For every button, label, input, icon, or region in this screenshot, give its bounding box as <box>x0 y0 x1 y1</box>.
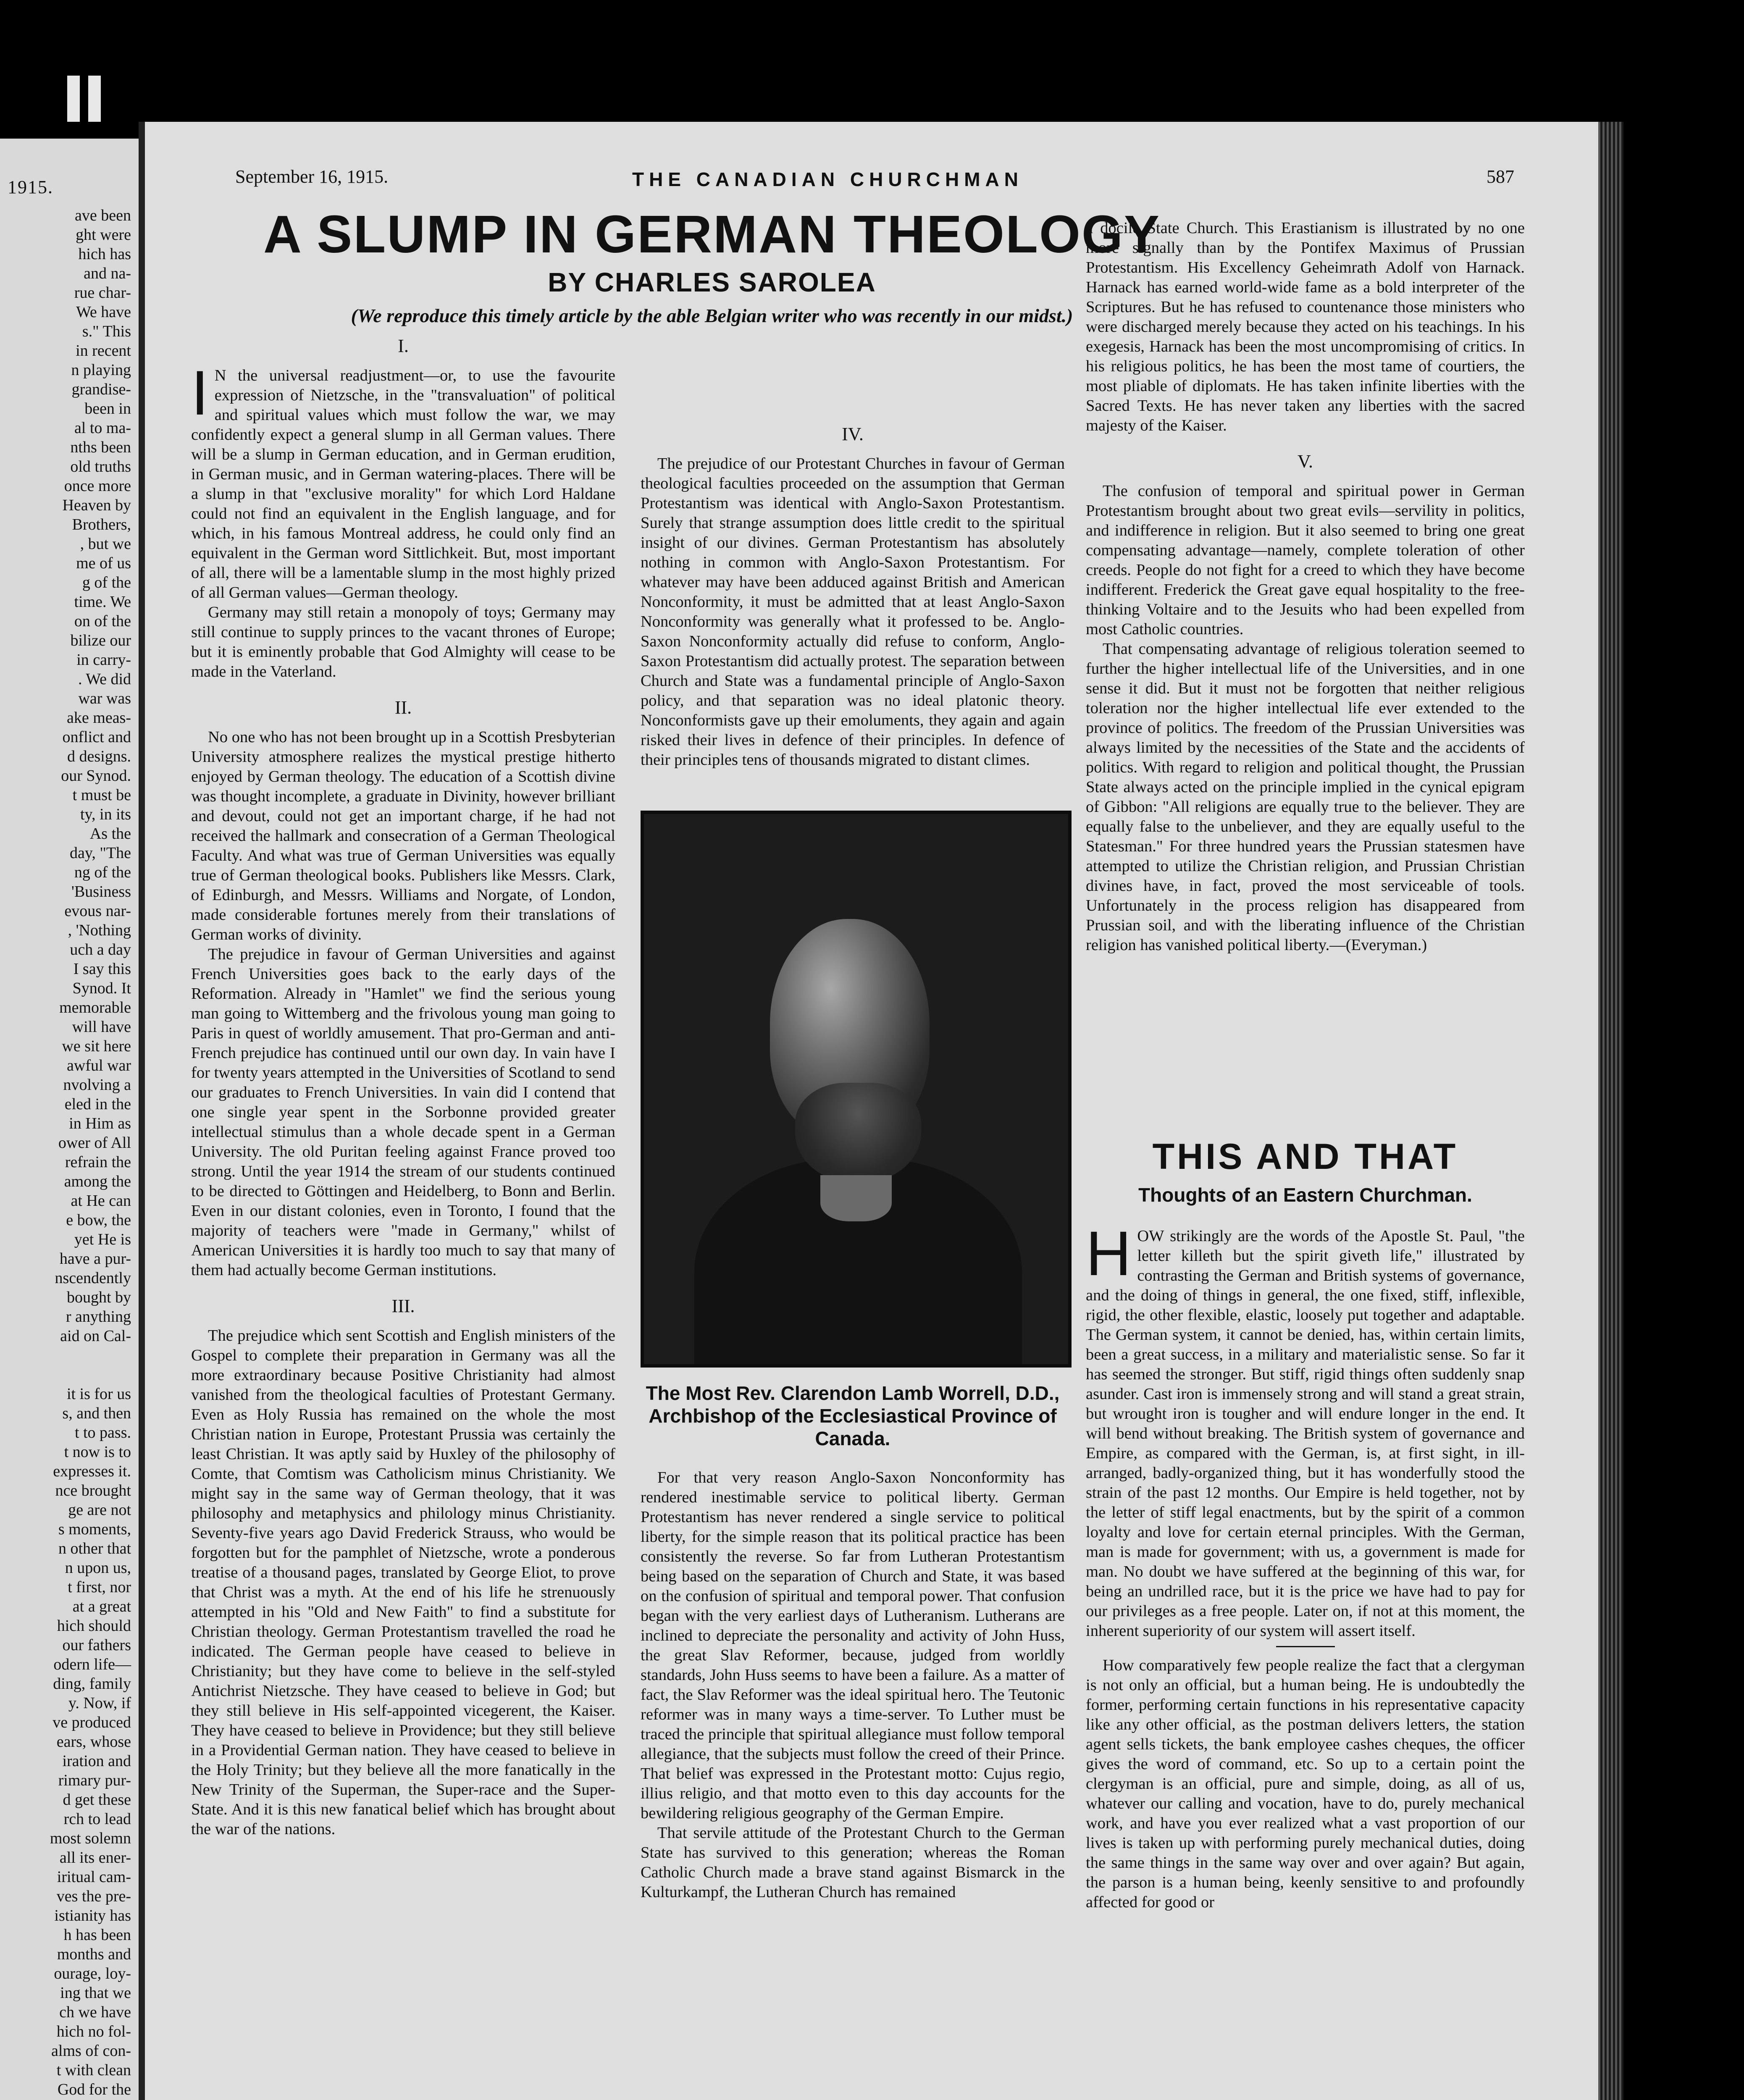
article-intro: (We reproduce this timely article by the able Belgian writer who was recently in our midst.) <box>351 305 1073 326</box>
left-page-line: ght were <box>76 226 131 244</box>
left-page-line: in Him as <box>69 1115 131 1132</box>
article-column-2 <box>641 340 1065 770</box>
left-page-line: n playing <box>71 361 131 379</box>
left-page-line: odern life— <box>53 1656 131 1673</box>
film-mark <box>67 76 80 122</box>
left-page-line: expresses it. <box>53 1462 131 1480</box>
left-page-line: nscendently <box>55 1269 131 1287</box>
left-page-line: y. Now, if <box>68 1694 131 1712</box>
left-page-line: As the <box>89 825 131 843</box>
left-page-line: on of the <box>74 612 131 630</box>
left-page-year: 1915. <box>8 177 53 197</box>
left-page-line: h has been <box>63 1926 131 1944</box>
left-page-line: hich should <box>57 1617 131 1635</box>
left-page-line: ve produced <box>53 1714 131 1731</box>
left-page-fragment <box>0 139 139 2100</box>
left-page-line: Brothers, <box>72 516 131 533</box>
left-page-line: day, "The <box>70 844 131 862</box>
left-page-line: Heaven by <box>62 496 131 514</box>
photo-caption: The Most Rev. Clarendon Lamb Worrell, D.D., Archbishop of the Ecclesiastical Province of Canada. <box>646 1382 1060 1449</box>
left-page-line: nvolving a <box>63 1076 131 1094</box>
left-page-line: rch to lead <box>63 1810 131 1828</box>
portrait-photo <box>641 811 1072 1368</box>
newspaper-page <box>145 122 1598 2100</box>
left-page-line: all its ener- <box>59 1849 131 1866</box>
left-page-line: rimary pur- <box>58 1772 131 1789</box>
paragraph: The prejudice in favour of German Universities and against French Universities goes back to the early days of the Reformation. Already in "Hamlet" we find the serious young man going to Wittemberg and the frivolous young man going to Paris in quest of worldly amusement. That pro-German and anti-French prejudice has continued until our own day. In vain have I for twenty years attempted in the Universities of Scotland to send our graduates to French Universities. In vain did I contend that one single year spent in the Sorbonne provided greater intellectual stimulus than a whole decade spent in a German University. The old Puritan feeling against France proved too strong. Until the year 1914 the stream of our students continued to be directed to Göttingen and Heidelberg, to Bonn and Berlin. Even in our distant colonies, even in Toronto, I found that the majority of teachers were "made in Germany," whilst of American Universities it is hardly too much to say that many of them had actually become German institutions. <box>191 945 615 1279</box>
left-page-line: been in <box>84 400 131 417</box>
drop-cap: I <box>191 357 209 428</box>
left-page-line: s moments, <box>58 1520 131 1538</box>
left-page-line: 'Business <box>71 883 131 900</box>
column-subtitle: Thoughts of an Eastern Churchman. <box>1138 1184 1472 1206</box>
left-page-line: yet He is <box>74 1231 131 1248</box>
left-page-line: al to ma- <box>74 419 131 437</box>
left-page-line: awful war <box>67 1057 131 1074</box>
left-page-line: our Synod. <box>61 767 131 785</box>
left-page-line: hich has <box>78 245 131 263</box>
left-page-line: nths been <box>70 438 131 456</box>
left-page-line: e bow, the <box>66 1211 131 1229</box>
left-page-line: alms of con- <box>51 2042 131 2060</box>
paragraph: How comparatively few people realize the fact that a clergyman is not only an official, but a human being. He is undoubtedly the former, performing certain functions in his representative capacity like any other official, as the postman delivers letters, the station agent sells tickets, the bank employee cashes cheques, the officer gives the word of command, etc. So up to a certain point the clergyman is an official, pure and simple, doing, as all of us, whatever our calling and vocation, have to do, purely mechanical work, and have you ever realized what a vast proportion of our lives is taken up with performing purely mechanical duties, doing the same things in the same way over and over again? But again, the parson is a human being, keenly sensitive to and profoundly affected for good or <box>1086 1656 1525 1911</box>
column-title: THIS AND THAT <box>1152 1137 1458 1177</box>
left-page-line: ch we have <box>59 2003 131 2021</box>
left-page-line: old truths <box>70 458 131 475</box>
left-page-line: ding, family <box>53 1675 131 1693</box>
left-page-line: n upon us, <box>65 1559 131 1577</box>
section-heading: IV. <box>842 424 864 444</box>
left-page-line: s, and then <box>62 1404 131 1422</box>
left-page-line: , 'Nothing <box>68 921 131 939</box>
left-page-line: bought by <box>66 1289 131 1306</box>
article-column-1 <box>191 336 615 1839</box>
paragraph: That servile attitude of the Protestant Church to the German State has survived to this generation; whereas the Roman Catholic Church made a brave stand against Bismarck in the Kulturkampf, the Lutheran Church has remained <box>641 1824 1065 1901</box>
left-page-line: will have <box>72 1018 131 1036</box>
section-heading: II. <box>394 697 412 718</box>
section-heading: V. <box>1297 451 1313 472</box>
left-page-line: God for the <box>57 2081 131 2098</box>
left-page-line: r anything <box>66 1308 131 1326</box>
paragraph: The confusion of temporal and spiritual power in German Protestantism brought about two great evils—servility in politics, and indifference in religion. But it also seemed to bring one great compensating advantage—namely, complete toleration of other creeds. People do not fight for a creed to which they have become indifferent. Frederick the Great gave equal hospitality to the free-thinking Voltaire and to the Jesuits who had been expelled from most Catholic countries. <box>1086 482 1525 638</box>
paragraph: OW strikingly are the words of the Apostle St. Paul, "the letter killeth but the spirit giveth life," illustrated by contrasting the German and British systems of governance, and the doing of things in general, the one fixed, stiff, inflexible, rigid, the other flexible, elastic, loosely put together and adaptable. The German system, it cannot be denied, has, within certain limits, been a great success, in a military and materialistic sense. So far it has seemed the stronger. But stiff, rigid things often suddenly snap asunder. Cast iron is immensely strong and will stand a great strain, but wrought iron is tougher and will endure longer in the end. It will bend without breaking. The British system of governance and Empire, as compared with the German, is, at first sight, in ill-arranged, badly-organized thing, but it has wonderfully stood the strain of the past 12 months. Our Empire is held together, not by the letter of stiff legal enactments, but by the spirit of a common loyalty and love for certain eternal principles. With the German, man is made for government; with us, a government is made for man. No doubt we have suffered at the beginning of this war, for being an undrilled race, but it is the price we have had to pay for our privileges as a free people. Later on, if not at this moment, the inherent superiority of our system will assert itself. <box>1086 1227 1525 1640</box>
left-page-line: hich no fol- <box>56 2023 131 2040</box>
left-page-line: in recent <box>76 342 131 360</box>
left-page-line: ake meas- <box>67 709 131 727</box>
left-page-line: ourage, loy- <box>54 1965 131 1982</box>
page-number: 587 <box>1487 166 1514 187</box>
paragraph: The prejudice of our Protestant Churches in favour of German theological faculties proceeded on the assumption that German Protestantism was identical with Anglo-Saxon Protestantism. Surely that strange assumption does little credit to the spiritual insight of our divines. German Protestantism has absolutely nothing in common with Anglo-Saxon Protestantism. For whatever may have been adduced against British and American Nonconformity, it must be admitted that at least Anglo-Saxon Nonconformity was generally what it professed to be. Anglo-Saxon Nonconformity actually did refuse to conform, Anglo-Saxon Protestantism did actually protest. The separation between Church and State was a fundamental principle of Anglo-Saxon policy, and that separation was no ideal platonic theory. Nonconformists gave up their emoluments, they again and again risked their lives in defence of their principles. In defence of their principles tens of thousands migrated to distant climes. <box>641 455 1065 769</box>
left-page-line: our fathers <box>62 1636 131 1654</box>
article-title: A SLUMP IN GERMAN THEOLOGY <box>263 205 1161 264</box>
left-page-line: iritual cam- <box>57 1868 131 1886</box>
left-page-line: evous nar- <box>64 902 131 920</box>
left-page-line: onflict and <box>62 728 131 746</box>
paragraph: For that very reason Anglo-Saxon Nonconformity has rendered inestimable service to political liberty. German Protestantism has never rendered a single service to political liberty, for the simple reason that its political practice has been consistently the reverse. So far from Lutheran Protestantism being based on the separation of Church and State, it was based on the confusion of spiritual and temporal power. That confusion began with the very earliest days of Lutheranism. Lutherans are inclined to depreciate the personality and activity of John Huss, the great Slav Reformer, because, judged from worldly standards, John Huss seems to have been a failure. As a matter of fact, the Slav Reformer was the ideal spiritual hero. The Teutonic reformer was in many ways a time-server. To Luther must be traced the principle that spiritual allegiance must follow temporal allegiance, that the subjects must follow the creed of their Prince. That belief was expressed in the Protestant motto: Cujus regio, illius religio, and that motto even to this day accounts for the bewildering religious geography of the German Empire. <box>641 1469 1065 1822</box>
left-page-line: t now is to <box>64 1443 131 1461</box>
paragraph: No one who has not been brought up in a Scottish Presbyterian University atmosphere realizes the mystical prestige hitherto enjoyed by German theology. The education of a Scottish divine was thought incomplete, a graduate in Divinity, however brilliant and devout, could not get an important charge, if he had not received the hallmark and consecration of a German Theological Faculty. And what was true of German Universities was equally true of German theological books. Publishers like Messrs. Clark, of Edinburgh, and Messrs. Williams and Norgate, of London, made considerable fortunes merely from their translations of German works of divinity. <box>191 728 615 943</box>
paragraph: a docile State Church. This Erastianism is illustrated by no one more signally than by the Pontifex Maximus of Prussian Protestantism. His Excellency Geheimrath Adolf von Harnack. Harnack has earned world-wide fame as a bold interpreter of the Scriptures. But he has refused to countenance those ministers who were discharged merely because they acted on his teachings. In his exegesis, Harnack has been the most uncompromising of critics. In his religious politics, he has been the most tame of courtiers, the most pliable of diplomats. He has taken infinite liberties with the Sacred Texts. He has never taken any liberties with the sacred majesty of the Kaiser. <box>1086 219 1525 434</box>
left-page-line: eled in the <box>64 1095 131 1113</box>
left-page-line: t to pass. <box>74 1424 131 1441</box>
left-page-line: uch a day <box>70 941 131 958</box>
article-column-2-continued <box>641 1468 1065 1902</box>
issue-date: September 16, 1915. <box>235 166 389 187</box>
article-byline: BY CHARLES SAROLEA <box>548 267 876 297</box>
left-page-line: at He can <box>71 1192 131 1210</box>
left-page-line: , but we <box>80 535 131 553</box>
drop-cap: H <box>1086 1218 1132 1289</box>
left-page-line: ears, whose <box>56 1733 131 1751</box>
left-page-line: and na- <box>84 265 131 282</box>
left-page-line: it is for us <box>66 1385 131 1403</box>
paragraph: The prejudice which sent Scottish and English ministers of the Gospel to complete their preparation in Germany was all the more extraordinary because Positive Christianity had almost vanished from the theological faculties of Protestant Germany. Even as Holy Russia has remained on the whole the most Christian nation in Europe, Protestant Prussia was certainly the least Christian. It was aptly said by Huxley of the philosophy of Comte, that Comtism was Catholicism minus Christianity. We might say in the same way of German theology, that it was philosophy and metaphysics and philology minus Christianity. Seventy-five years ago David Frederick Strauss, who would be forgotten but for the pamphlet of Nietzsche, wrote a ponderous treatise of a thousand pages, translated by George Eliot, to prove that Christ was a myth. At the end of his life he strenuously attempted in his "Old and New Faith" to find a substitute for Christian theology. German Protestantism travelled the road he indicated. The German people have ceased to believe in Christianity; but they have come to believe in the self-styled Antichrist Nietzsche. They have ceased to believe in God; but they still believe in His self-appointed vicegerent, the Kaiser. They have ceased to believe in Providence; but they still believe in a Providential German nation. They have ceased to believe in the Holy Trinity; but they believe all the more fanatically in the New Trinity of the Superman, the Super-race and the Super-State. And it is this new fanatical belief which has brought about the war of the nations. <box>191 1327 615 1838</box>
left-page-line: . We did <box>78 670 131 688</box>
article-column-3 <box>1086 218 1525 955</box>
left-page-line: among the <box>64 1173 131 1190</box>
left-page-line: ing that we <box>60 1984 131 2002</box>
left-page-line: refrain the <box>65 1153 131 1171</box>
left-page-line: rue char- <box>74 284 131 302</box>
left-page-line: ge are not <box>68 1501 131 1519</box>
left-page-line: time. We <box>74 593 131 611</box>
left-page-line: memorable <box>59 999 131 1016</box>
left-page-line: s." This <box>82 323 131 340</box>
left-page-line: most solemn <box>50 1830 131 1847</box>
page-edge <box>1598 122 1623 2100</box>
paragraph: Germany may still retain a monopoly of toys; Germany may still continue to supply princes to the vacant thrones of Europe; but it is eminently probable that God Almighty will cease to be made in the Vaterland. <box>191 604 615 680</box>
left-page-line: ower of All <box>58 1134 131 1152</box>
left-page-line: We have <box>76 303 131 321</box>
left-page-line: Synod. It <box>72 979 131 997</box>
left-page-line: istianity has <box>54 1907 131 1924</box>
masthead: THE CANADIAN CHURCHMAN <box>632 168 1023 190</box>
left-page-line: in carry- <box>76 651 131 669</box>
left-page-line: have a pur- <box>59 1250 131 1268</box>
left-page-line: nce brought <box>55 1482 131 1499</box>
left-page-line: d designs. <box>67 748 131 765</box>
left-page-line: t with clean <box>56 2061 131 2079</box>
left-page-line: I say this <box>73 960 131 978</box>
left-page-line: grandise- <box>71 381 131 398</box>
film-mark <box>88 76 101 122</box>
left-page-line: war was <box>78 690 131 707</box>
left-page-line: g of the <box>82 574 131 591</box>
left-page-line: t first, nor <box>68 1578 131 1596</box>
left-page-line: d get these <box>63 1791 131 1809</box>
left-page-line: n other that <box>58 1540 131 1557</box>
left-page-line: aid on Cal- <box>60 1327 131 1345</box>
left-page-line: iration and <box>62 1752 131 1770</box>
left-page-line: t must be <box>72 786 131 804</box>
this-and-that-column <box>1086 1218 1525 1912</box>
paragraph: N the universal readjustment—or, to use the favourite expression of Nietzsche, in the "transvaluation" of political and spiritual values which must follow the war, we may confidently expect a general slump in all German values. There will be a slump in German education, and in German erudition, in German music, and in German watering-places. There will be a slump in that "exclusive morality" for which Lord Haldane could not find an equivalent in the English language, and for which, in his famous Montreal address, he could only find an equivalent in the German word Sittlichkeit. But, most important of all, there will be a lamentable slump in the most highly prized of all German values—German theology. <box>191 367 615 601</box>
divider <box>1276 1646 1335 1647</box>
left-page-line: at a great <box>72 1598 131 1615</box>
section-heading: I. <box>398 336 409 356</box>
left-page-line: ave been <box>75 207 131 224</box>
left-page-line: bilize our <box>70 632 131 649</box>
section-heading: III. <box>391 1296 415 1316</box>
paragraph: That compensating advantage of religious toleration seemed to further the higher intellectual life of the Universities, and in one sense it did. But it must not be forgotten that neither religious toleration nor the higher intellectual life ever extended to the province of politics. The freedom of the Prussian Universities was always limited by the necessities of the State and the accidents of politics. With regard to religion and political thought, the Prussian State always acted on the principle implied in the cynical epigram of Gibbon: "All religions are equally true to the believer. They are equally false to the unbeliever, and they are equally useful to the Statesman." For three hundred years the Prussian statesmen have attempted to utilize the Christian religion, and Prussian Christian divines have, in fact, proved the most serviceable of tools. Unfortunately in the process religion has disappeared from Prussian soil, and with the liberating influence of the Christian religion has vanished political liberty.—(Everyman.) <box>1086 640 1525 954</box>
left-page-line: months and <box>57 1945 131 1963</box>
left-page-line: ty, in its <box>80 806 131 823</box>
left-page-line: we sit here <box>62 1037 131 1055</box>
left-page-line: ves the pre- <box>56 1887 131 1905</box>
left-page-line: once more <box>64 477 131 495</box>
left-page-line: ng of the <box>74 864 131 881</box>
left-page-line: me of us <box>76 554 131 572</box>
